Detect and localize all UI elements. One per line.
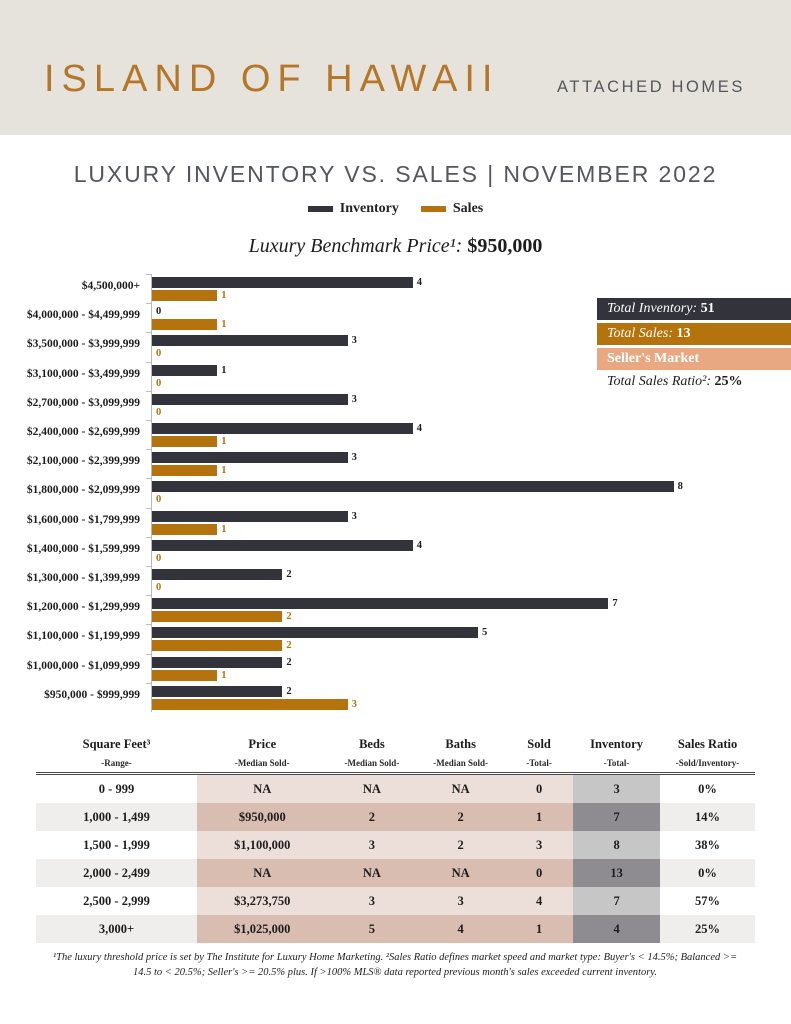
table-cell-beds: NA (328, 774, 417, 804)
bar-inventory (152, 511, 348, 522)
bar-value-inventory: 0 (156, 306, 162, 318)
bar-value-sales: 0 (156, 348, 162, 360)
table-cell-sold: 4 (505, 887, 573, 915)
bar-value-inventory: 3 (351, 510, 357, 522)
bar-sales (152, 319, 217, 330)
axis-tick (146, 624, 152, 625)
bar-value-sales: 0 (156, 552, 162, 564)
table-cell-beds: NA (328, 859, 417, 887)
chart-row-label: $950,000 - $999,999 (44, 688, 140, 701)
table-header-sublabel: -Sold/Inventory- (675, 758, 740, 768)
bar-value-inventory: 2 (286, 656, 292, 668)
bar-value-sales: 1 (221, 436, 227, 447)
bar-value-sales: 1 (221, 465, 227, 477)
table-body (36, 774, 755, 944)
market-stats-box (597, 298, 791, 390)
legend-swatch-inventory (308, 206, 333, 212)
bar-value-inventory: 4 (416, 539, 423, 551)
benchmark-label: Luxury Benchmark Price¹: (248, 235, 468, 257)
chart-row (0, 654, 791, 684)
table-header-sold (505, 737, 573, 774)
chart-row-label: $1,000,000 - $1,099,999 (26, 659, 140, 672)
stat-sales-ratio-value: 25% (714, 374, 743, 389)
bar-sales (152, 465, 217, 476)
axis-tick (146, 332, 152, 333)
table-cell-price: $3,273,750 (197, 887, 328, 915)
stat-sales-ratio-label: Total Sales Ratio²: (607, 374, 715, 389)
bar-value-inventory: 4 (416, 423, 423, 434)
table-header-sublabel: -Total- (603, 758, 630, 768)
table-cell-ratio: 38% (660, 831, 755, 859)
table-cell-ratio: 57% (660, 887, 755, 915)
table-header-label: Price (248, 737, 277, 751)
axis-tick (146, 362, 152, 363)
table-header-label: Sold (527, 737, 551, 751)
table-cell-inventory: 7 (573, 887, 660, 915)
axis-tick (146, 274, 152, 275)
bar-value-sales: 0 (156, 494, 162, 506)
chart-row-label: $1,800,000 - $2,099,999 (26, 484, 140, 497)
bar-value-inventory: 5 (482, 627, 488, 639)
stat-total-inventory-label: Total Inventory: (607, 301, 701, 316)
stat-total-inventory (597, 298, 791, 320)
chart-row (0, 449, 791, 479)
bar-value-inventory: 1 (221, 364, 227, 376)
axis-tick (146, 683, 152, 684)
bar-sales (152, 290, 217, 301)
table-cell-inventory: 3 (573, 774, 660, 804)
table-header-label: Baths (445, 737, 476, 751)
bar-inventory (152, 452, 348, 463)
table-header-price (197, 737, 328, 774)
table-cell-baths: NA (416, 859, 505, 887)
table-row (36, 803, 755, 831)
table-cell-ratio: 14% (660, 803, 755, 831)
bar-inventory (152, 335, 348, 346)
chart-row (0, 391, 791, 421)
stat-total-inventory-value: 51 (700, 301, 715, 316)
table-cell-price: $1,100,000 (197, 831, 328, 859)
summary-table-container (36, 737, 755, 943)
table-cell-beds: 5 (328, 915, 417, 943)
table-header-sublabel: -Median Sold- (433, 758, 489, 768)
table-row (36, 859, 755, 887)
chart-row-label: $4,000,000 - $4,499,999 (26, 309, 140, 322)
bar-inventory (152, 365, 217, 376)
bar-sales (152, 524, 217, 535)
bar-sales (152, 640, 282, 651)
chart-legend (0, 201, 791, 217)
table-cell-ratio: 0% (660, 774, 755, 804)
table-header-beds (328, 737, 417, 774)
chart-row (0, 508, 791, 538)
table-cell-range: 2,500 - 2,999 (36, 887, 197, 915)
bar-sales (152, 699, 348, 710)
bar-inventory (152, 540, 413, 551)
table-header-baths (416, 737, 505, 774)
chart-title: LUXURY INVENTORY VS. SALES | NOVEMBER 2022 (73, 161, 718, 187)
table-header-sublabel: -Total- (526, 758, 552, 768)
bar-value-inventory: 3 (351, 452, 357, 464)
table-header-ratio (660, 737, 755, 774)
bar-value-sales: 1 (221, 669, 227, 681)
table-cell-price: $1,025,000 (197, 915, 328, 943)
chart-row-label: $1,100,000 - $1,199,999 (26, 630, 140, 643)
chart-row-label: $3,100,000 - $3,499,999 (26, 367, 140, 380)
chart-row-label: $4,500,000+ (81, 280, 140, 292)
bar-inventory (152, 423, 413, 434)
legend-swatch-sales (421, 206, 446, 212)
bar-value-sales: 1 (221, 523, 227, 535)
chart-row (0, 420, 791, 450)
page-header (0, 0, 791, 135)
property-type-label: ATTACHED HOMES (557, 78, 745, 96)
table-cell-range: 1,000 - 1,499 (36, 803, 197, 831)
chart-row-label: $2,100,000 - $2,399,999 (26, 455, 140, 468)
table-row (36, 774, 755, 804)
table-header-sublabel: -Median Sold- (344, 758, 400, 768)
bar-value-sales: 0 (156, 582, 162, 593)
table-cell-beds: 3 (328, 887, 417, 915)
axis-tick (146, 566, 152, 567)
table-cell-range: 1,500 - 1,999 (36, 831, 197, 859)
bar-value-inventory: 3 (351, 393, 357, 405)
stat-total-sales (597, 323, 791, 345)
legend-item-sales (421, 201, 483, 217)
bar-value-sales: 3 (351, 698, 357, 710)
legend-label-sales: Sales (452, 201, 484, 216)
bar-inventory (152, 569, 282, 580)
table-cell-range: 3,000+ (36, 915, 197, 943)
bar-value-sales: 2 (286, 611, 292, 623)
chart-row (0, 624, 791, 654)
table-cell-price: NA (197, 859, 328, 887)
chart-row-label: $1,200,000 - $1,299,999 (26, 601, 140, 614)
table-header-label: Inventory (590, 737, 643, 751)
chart-row-label: $2,700,000 - $3,099,999 (26, 396, 140, 409)
table-cell-sold: 3 (505, 831, 573, 859)
bar-value-sales: 2 (286, 640, 292, 652)
table-cell-sold: 0 (505, 774, 573, 804)
bar-value-inventory: 4 (416, 277, 423, 288)
chart-row-label: $1,400,000 - $1,599,999 (26, 542, 140, 555)
bar-inventory (152, 657, 282, 668)
axis-tick (146, 449, 152, 450)
bar-sales (152, 436, 217, 447)
axis-tick (146, 508, 152, 509)
stat-total-sales-value: 13 (676, 326, 691, 341)
bar-inventory (152, 598, 608, 609)
chart-row-label: $1,300,000 - $1,399,999 (26, 572, 140, 584)
benchmark-value: $950,000 (467, 235, 543, 257)
chart-row-label: $2,400,000 - $2,699,999 (26, 426, 140, 438)
table-cell-sold: 1 (505, 803, 573, 831)
bar-inventory (152, 627, 478, 638)
table-cell-sold: 1 (505, 915, 573, 943)
stat-total-sales-label: Total Sales: (607, 326, 677, 341)
legend-label-inventory: Inventory (339, 201, 399, 216)
table-cell-baths: 2 (416, 803, 505, 831)
chart-row (0, 537, 791, 567)
table-row (36, 915, 755, 943)
table-cell-beds: 2 (328, 803, 417, 831)
bar-sales (152, 611, 282, 622)
axis-tick (146, 303, 152, 304)
table-cell-baths: 3 (416, 887, 505, 915)
table-cell-range: 0 - 999 (36, 774, 197, 804)
table-row (36, 887, 755, 915)
bar-value-sales: 1 (221, 290, 227, 301)
axis-tick (146, 595, 152, 596)
bar-inventory (152, 394, 348, 405)
table-header-sublabel: -Median Sold- (234, 758, 290, 768)
table-cell-baths: 4 (416, 915, 505, 943)
chart-row (0, 595, 791, 625)
table-header-label: Sales Ratio (677, 737, 738, 751)
bar-inventory (152, 277, 413, 288)
table-row (36, 831, 755, 859)
bar-inventory (152, 481, 674, 492)
table-cell-inventory: 7 (573, 803, 660, 831)
footnote-line-1: ¹The luxury threshold price is set by The Institute for Luxury Home Marketing. ²Sales Ratio defines market speed and market type: Buyer's < 14.5%; (52, 952, 678, 963)
table-head (36, 737, 755, 774)
table-cell-baths: 2 (416, 831, 505, 859)
chart-row (0, 683, 791, 713)
legend-item-inventory (308, 201, 399, 217)
bar-value-inventory: 2 (286, 569, 292, 580)
axis-tick (146, 478, 152, 479)
table-header-sublabel: -Range- (101, 758, 132, 768)
chart-row (0, 478, 791, 508)
bar-value-sales: 1 (221, 319, 227, 331)
table-cell-sold: 0 (505, 859, 573, 887)
table-cell-price: $950,000 (197, 803, 328, 831)
benchmark-price (0, 235, 791, 258)
axis-tick (146, 537, 152, 538)
chart-row-label: $1,600,000 - $1,799,999 (26, 513, 140, 526)
table-header-range (36, 737, 197, 774)
table-cell-baths: NA (416, 774, 505, 804)
footnote (45, 950, 745, 980)
table-cell-beds: 3 (328, 831, 417, 859)
bar-value-inventory: 8 (677, 481, 683, 493)
chart-row-label: $3,500,000 - $3,999,999 (26, 338, 140, 351)
table-cell-inventory: 8 (573, 831, 660, 859)
table-cell-inventory: 13 (573, 859, 660, 887)
bar-inventory (152, 686, 282, 697)
axis-tick (146, 391, 152, 392)
table-header-label: Beds (359, 737, 385, 751)
table-cell-range: 2,000 - 2,499 (36, 859, 197, 887)
table-header-label: Square Feet³ (82, 737, 151, 751)
stat-market-type: Seller's Market (597, 348, 791, 370)
table-cell-price: NA (197, 774, 328, 804)
axis-tick (146, 654, 152, 655)
chart-row (0, 566, 791, 596)
bar-sales (152, 670, 217, 681)
table-cell-inventory: 4 (573, 915, 660, 943)
table-cell-ratio: 25% (660, 915, 755, 943)
bar-value-inventory: 3 (351, 335, 357, 347)
bar-value-sales: 0 (156, 406, 162, 418)
bar-value-inventory: 7 (612, 598, 618, 610)
footnote-line-2: Balanced >= 14.5 to < 20.5%; Seller's >= 20.5% plus. If >100% MLS® data reported previous month's sales exceeded current inventory. (132, 952, 738, 978)
stat-sales-ratio (597, 374, 791, 390)
table-header-row (36, 737, 755, 774)
page-title: ISLAND OF HAWAII (44, 58, 500, 100)
axis-tick (146, 420, 152, 421)
bar-value-sales: 0 (156, 377, 162, 389)
summary-table (36, 737, 755, 943)
table-cell-ratio: 0% (660, 859, 755, 887)
table-header-inventory (573, 737, 660, 774)
bar-value-inventory: 2 (286, 685, 292, 697)
